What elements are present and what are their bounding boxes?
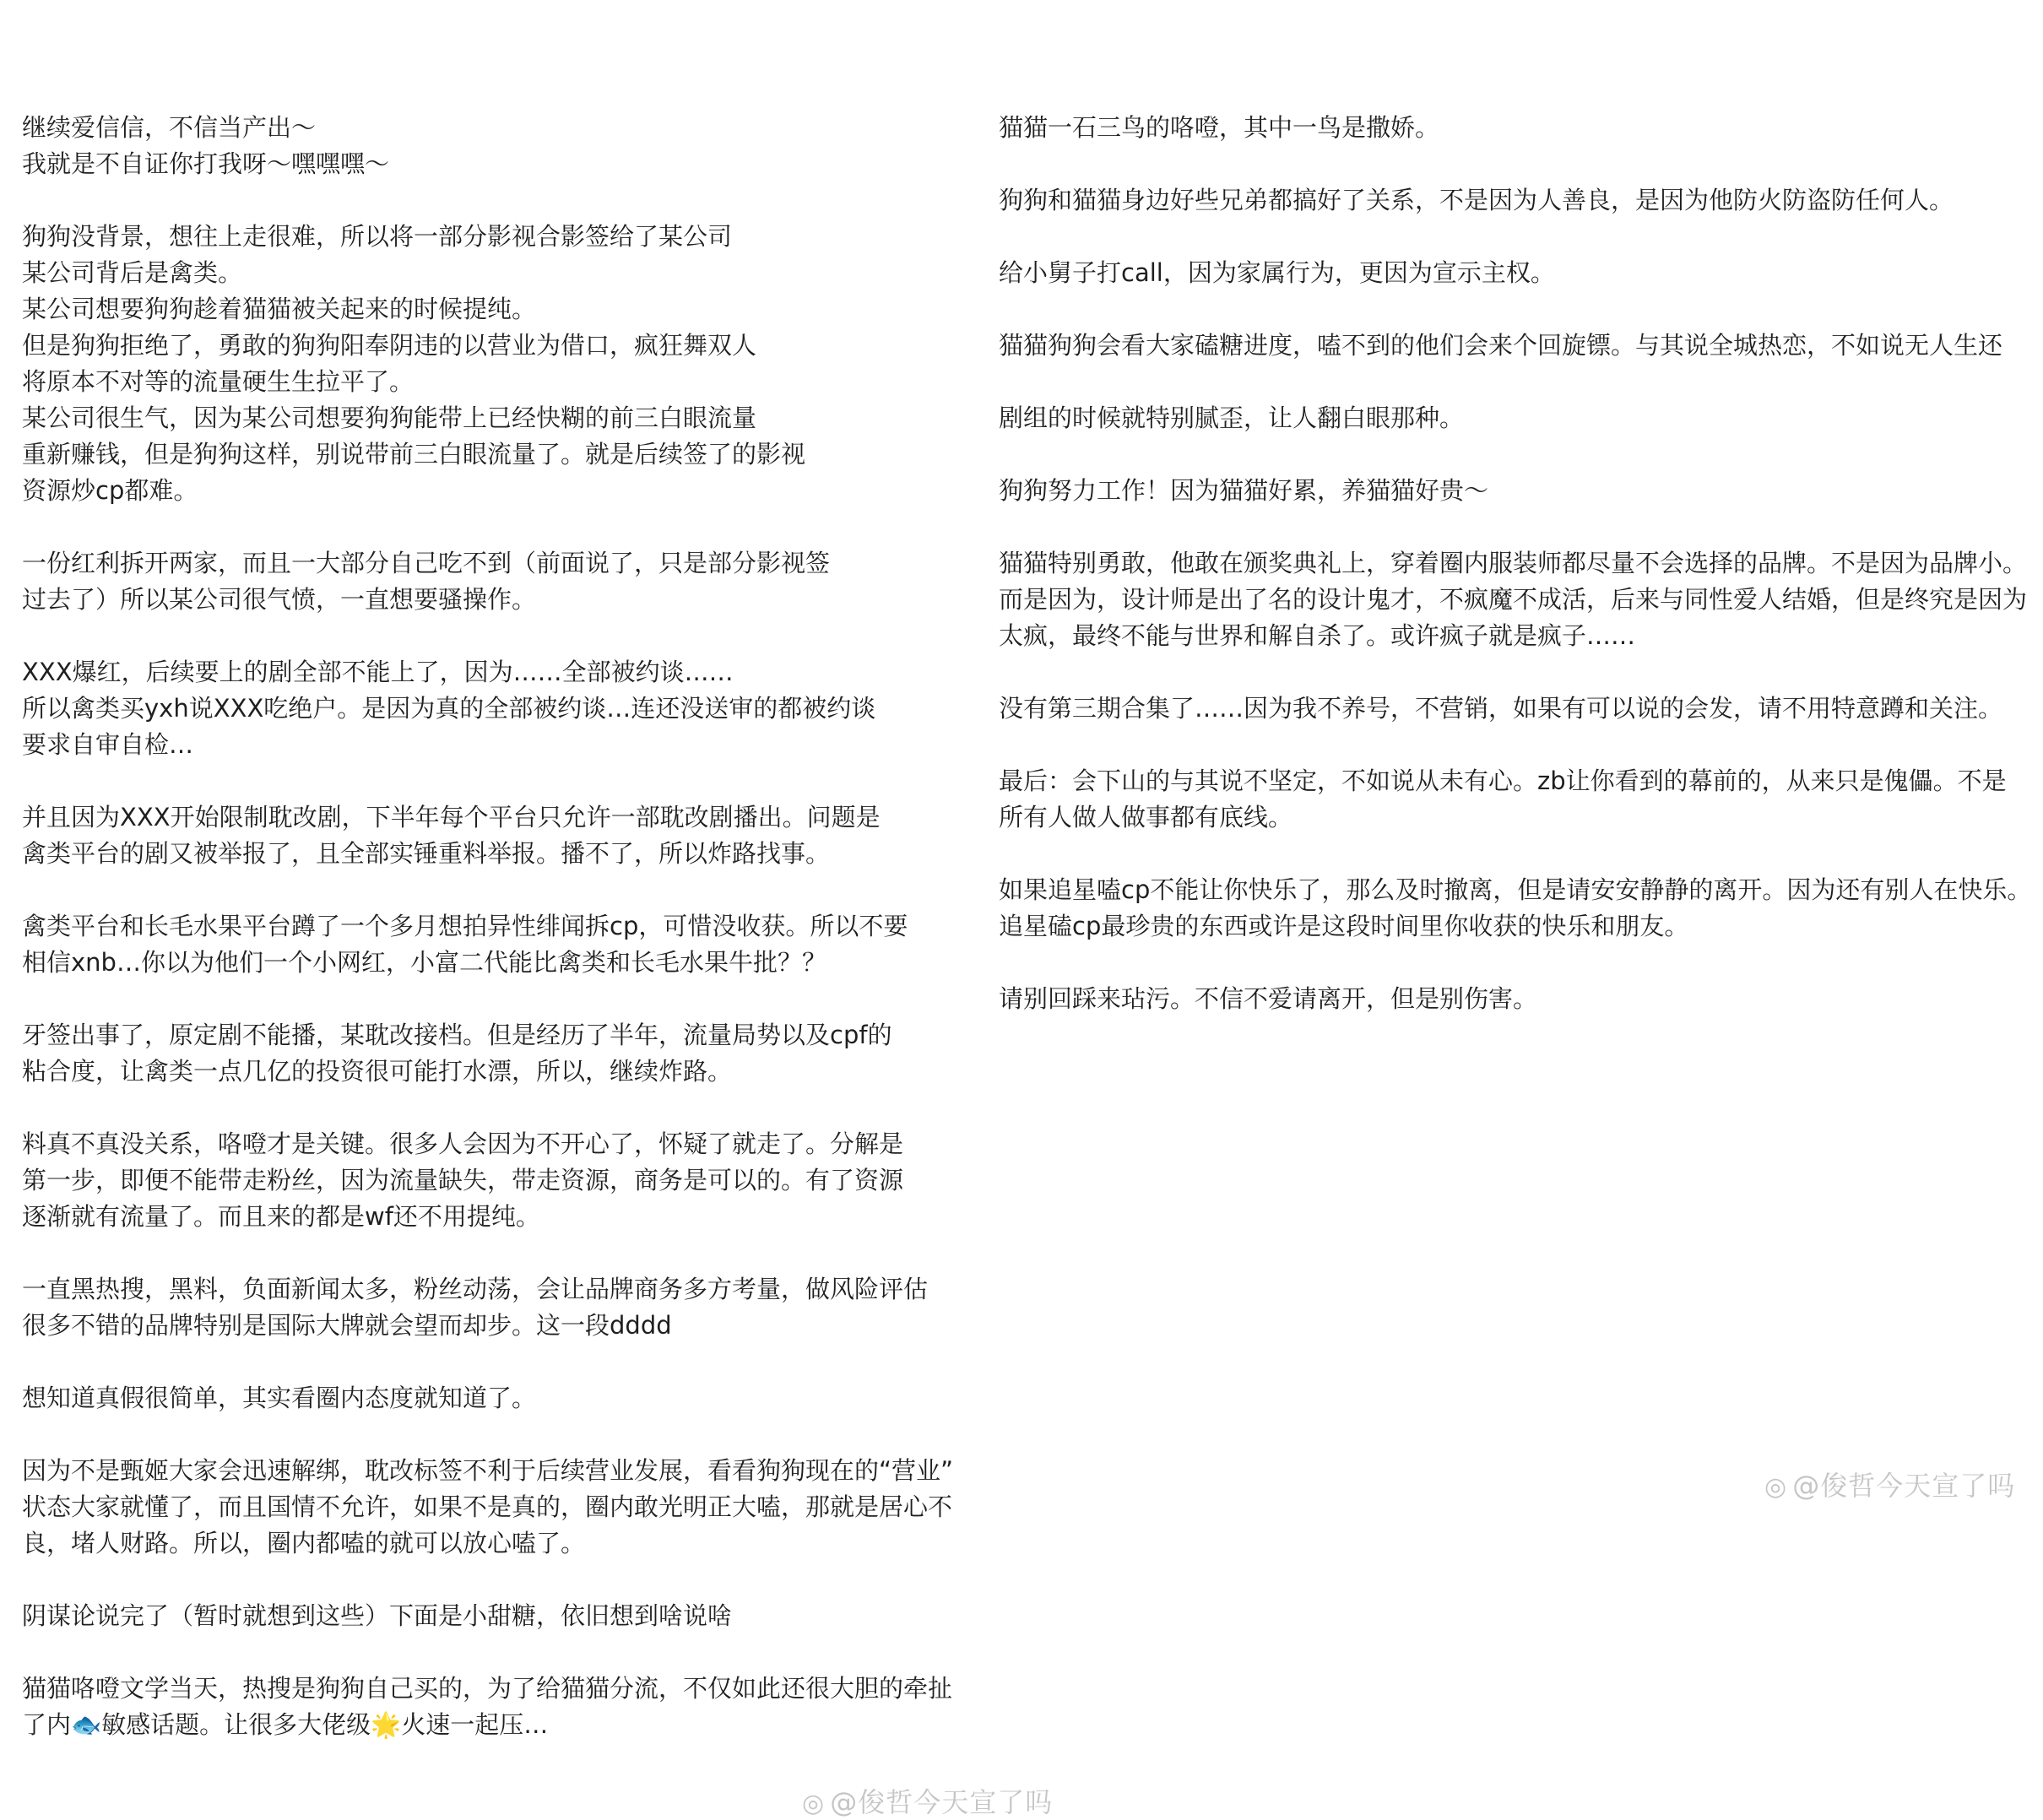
text-line: 狗狗没背景，想往上走很难，所以将一部分影视合影签给了某公司 [22,222,733,251]
paragraph-gap [999,727,2037,763]
text-line: 而是因为，设计师是出了名的设计鬼才，不疯魔不成活，后来与同性爱人结婚，但是终究是因为 [999,585,2028,614]
text-line: 给小舅子打call，因为家属行为，更因为宣示主权。 [999,258,1555,287]
paragraph-gap [22,872,959,908]
text-line: 过去了）所以某公司很气愤，一直想要骚操作。 [22,585,537,614]
watermark-bottom: ◎ @俊哲今天宣了吗 [802,1786,1054,1818]
text-line: 猫猫特别勇敢，他敢在颁奖典礼上，穿着圈内服装师都尽量不会选择的品牌。不是因为品牌小。 [999,549,2028,577]
text-line: 并且因为XXX开始限制耽改剧，下半年每个平台只允许一部耽改剧播出。问题是 [22,803,881,831]
text-line: 一直黑热搜，黑料，负面新闻太多，粉丝动荡，会让品牌商务多方考量，做风险评估 [22,1275,929,1303]
text-line: 相信xnb…你以为他们一个小网红，小富二代能比禽类和长毛水果牛批？？ [22,948,826,977]
paragraph-gap [22,1344,959,1380]
text-line: 所有人做人做事都有底线。 [999,803,1293,831]
text-line: 但是狗狗拒绝了，勇敢的狗狗阳奉阴违的以营业为借口，疯狂舞双人 [22,331,757,360]
right-text-column [999,110,2037,1017]
paragraph-gap [999,219,2037,255]
text-line: 我就是不自证你打我呀～嘿嘿嘿～ [22,149,390,178]
text-line: 很多不错的品牌特别是国际大牌就会望而却步。这一段dddd [22,1311,672,1340]
paragraph-gap [999,509,2037,545]
text-line: 继续爱信信，不信当产出～ [22,113,317,142]
weibo-logo-icon: ◎ [802,1789,826,1818]
paragraph-gap [22,763,959,799]
text-line: 料真不真没关系，咯噔才是关键。很多人会因为不开心了，怀疑了就走了。分解是 [22,1129,904,1158]
paragraph-gap [22,182,959,219]
text-line: 状态大家就懂了，而且国情不允许，如果不是真的，圈内敢光明正大嗑，那就是居心不 [22,1492,953,1521]
text-line: 良，堵人财路。所以，圈内都嗑的就可以放心嗑了。 [22,1529,586,1557]
paragraph-gap [22,618,959,654]
paragraph-gap [22,1634,959,1671]
text-line: 了内🐟敏感话题。让很多大佬级🌟火速一起压… [22,1710,549,1739]
text-line: 某公司想要狗狗趁着猫猫被关起来的时候提纯。 [22,295,537,323]
paragraph-gap [999,945,2037,981]
text-line: 猫猫一石三鸟的咯噔，其中一鸟是撒娇。 [999,113,1440,142]
text-line: 想知道真假很简单，其实看圈内态度就知道了。 [22,1384,537,1412]
paragraph-gap [22,1235,959,1271]
text-line: XXX爆红，后续要上的剧全部不能上了，因为……全部被约谈…… [22,658,734,686]
text-line: 重新赚钱，但是狗狗这样，别说带前三白眼流量了。就是后续签了的影视 [22,440,806,469]
text-line: 逐渐就有流量了。而且来的都是wf还不用提纯。 [22,1202,540,1231]
text-line: 请别回踩来玷污。不信不爱请离开，但是别伤害。 [999,984,1538,1013]
text-line: 所以禽类买yxh说XXX吃绝户。是因为真的全部被约谈…连还没送审的都被约谈 [22,694,876,723]
weibo-logo-icon: ◎ [1764,1472,1788,1502]
text-line: 资源炒cp都难。 [22,476,198,505]
text-line: 没有第三期合集了……因为我不养号，不营销，如果有可以说的会发，请不用特意蹲和关注。 [999,694,2003,723]
paragraph-gap [22,1562,959,1598]
paragraph-gap [999,836,2037,872]
paragraph-gap [22,1416,959,1453]
text-line: 某公司很生气，因为某公司想要狗狗能带上已经快糊的前三白眼流量 [22,404,757,432]
text-line: 狗狗和猫猫身边好些兄弟都搞好了关系，不是因为人善良，是因为他防火防盗防任何人。 [999,186,1954,214]
text-line: 因为不是甄姬大家会迅速解绑，耽改标签不利于后续营业发展，看看狗狗现在的“营业” [22,1456,954,1485]
text-line: 牙签出事了，原定剧不能播，某耽改接档。但是经历了半年，流量局势以及cpf的 [22,1021,892,1049]
text-line: 要求自审自检… [22,730,194,759]
paragraph-gap [999,654,2037,691]
text-line: 第一步，即便不能带走粉丝，因为流量缺失，带走资源，商务是可以的。有了资源 [22,1166,904,1194]
text-line: 猫猫狗狗会看大家磕糖进度，嗑不到的他们会来个回旋镖。与其说全城热恋，不如说无人生还 [999,331,2003,360]
watermark-right: ◎ @俊哲今天宣了吗 [1764,1470,2016,1502]
paragraph-gap [999,146,2037,182]
text-line: 一份红利拆开两家，而且一大部分自己吃不到（前面说了，只是部分影视签 [22,549,831,577]
text-line: 太疯，最终不能与世界和解自杀了。或许疯子就是疯子…… [999,621,1636,650]
text-line: 如果追星嗑cp不能让你快乐了，那么及时撤离，但是请安安静静的离开。因为还有别人在快乐。 [999,875,2032,904]
text-line: 追星磕cp最珍贵的东西或许是这段时间里你收获的快乐和朋友。 [999,912,1689,940]
text-line: 禽类平台的剧又被举报了，且全部实锤重料举报。播不了，所以炸路找事。 [22,839,831,868]
left-text-column [22,110,959,1743]
paragraph-gap [999,364,2037,400]
text-line: 某公司背后是禽类。 [22,258,243,287]
text-line: 最后：会下山的与其说不坚定，不如说从未有心。zb让你看到的幕前的，从来只是傀儡。不是 [999,766,2007,795]
text-line: 狗狗努力工作！因为猫猫好累，养猫猫好贵～ [999,476,1489,505]
paragraph-gap [999,291,2037,328]
text-line: 粘合度，让禽类一点几亿的投资很可能打水漂，所以，继续炸路。 [22,1057,733,1086]
text-line: 剧组的时候就特别腻歪，让人翻白眼那种。 [999,404,1465,432]
paragraph-gap [22,981,959,1017]
text-line: 禽类平台和长毛水果平台蹲了一个多月想拍异性绯闻拆cp，可惜没收获。所以不要 [22,912,908,940]
text-line: 猫猫咯噔文学当天，热搜是狗狗自己买的，为了给猫猫分流，不仅如此还很大胆的牵扯 [22,1674,953,1703]
paragraph-gap [22,509,959,545]
paragraph-gap [999,436,2037,473]
text-line: 将原本不对等的流量硬生生拉平了。 [22,367,415,396]
text-line: 阴谋论说完了（暂时就想到这些）下面是小甜糖，依旧想到啥说啥 [22,1601,733,1630]
paragraph-gap [22,1090,959,1126]
